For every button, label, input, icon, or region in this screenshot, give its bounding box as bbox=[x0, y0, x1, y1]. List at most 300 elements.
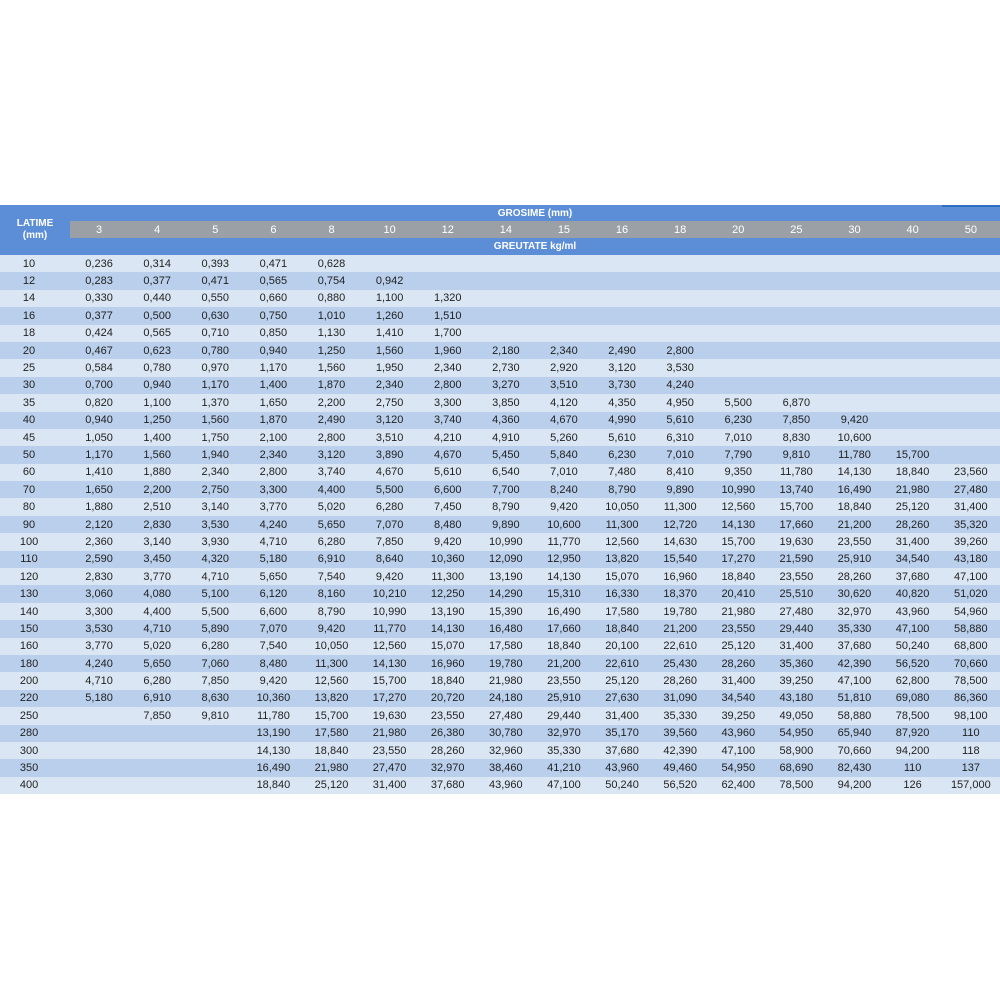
weight-cell: 11,300 bbox=[593, 516, 651, 533]
weight-cell bbox=[651, 290, 709, 307]
weight-cell: 34,540 bbox=[884, 551, 942, 568]
width-cell: 45 bbox=[0, 429, 70, 446]
weight-cell: 0,377 bbox=[70, 307, 128, 324]
weight-cell: 16,960 bbox=[651, 568, 709, 585]
weight-cell: 12,250 bbox=[419, 585, 477, 602]
weight-cell: 0,377 bbox=[128, 272, 186, 289]
weight-cell: 7,450 bbox=[419, 498, 477, 515]
table-row bbox=[0, 516, 1000, 533]
weight-cell: 15,700 bbox=[884, 446, 942, 463]
thickness-header-cell: 6 bbox=[244, 221, 302, 238]
weight-cell: 17,580 bbox=[477, 638, 535, 655]
weight-cell: 11,770 bbox=[361, 620, 419, 637]
weight-cell: 68,690 bbox=[767, 759, 825, 776]
width-cell: 18 bbox=[0, 325, 70, 342]
weight-cell bbox=[709, 307, 767, 324]
weight-cell: 6,280 bbox=[302, 533, 360, 550]
weight-cell: 2,800 bbox=[651, 342, 709, 359]
table-row bbox=[0, 585, 1000, 602]
weight-cell: 37,680 bbox=[884, 568, 942, 585]
weight-cell: 11,300 bbox=[419, 568, 477, 585]
weight-cell: 3,120 bbox=[302, 446, 360, 463]
weight-cell: 157,000 bbox=[942, 777, 1000, 794]
weight-cell: 2,100 bbox=[244, 429, 302, 446]
weight-cell: 0,467 bbox=[70, 342, 128, 359]
weight-cell bbox=[767, 377, 825, 394]
weight-cell: 35,360 bbox=[767, 655, 825, 672]
weight-cell: 23,550 bbox=[709, 620, 767, 637]
weight-cell: 37,680 bbox=[419, 777, 477, 794]
width-cell: 160 bbox=[0, 638, 70, 655]
weight-cell: 5,840 bbox=[535, 446, 593, 463]
weight-cell: 21,200 bbox=[535, 655, 593, 672]
width-cell: 70 bbox=[0, 481, 70, 498]
weight-cell: 54,950 bbox=[767, 725, 825, 742]
weight-cell: 87,920 bbox=[884, 725, 942, 742]
table-header bbox=[0, 205, 1000, 255]
weight-cell: 50,240 bbox=[593, 777, 651, 794]
weight-cell: 2,510 bbox=[128, 498, 186, 515]
weight-cell: 58,880 bbox=[825, 707, 883, 724]
weight-cell: 7,060 bbox=[186, 655, 244, 672]
weight-cell bbox=[884, 290, 942, 307]
weight-cell: 3,890 bbox=[361, 446, 419, 463]
weight-cell: 9,810 bbox=[186, 707, 244, 724]
weight-cell: 11,300 bbox=[302, 655, 360, 672]
weight-cell: 39,560 bbox=[651, 725, 709, 742]
weight-cell: 20,100 bbox=[593, 638, 651, 655]
weight-cell: 3,530 bbox=[70, 620, 128, 637]
weight-cell bbox=[942, 272, 1000, 289]
weight-cell: 3,270 bbox=[477, 377, 535, 394]
weight-cell bbox=[535, 290, 593, 307]
weight-cell: 4,710 bbox=[70, 672, 128, 689]
weight-cell: 49,050 bbox=[767, 707, 825, 724]
weight-cell: 9,420 bbox=[825, 412, 883, 429]
weight-cell: 32,960 bbox=[477, 742, 535, 759]
weight-cell: 19,780 bbox=[477, 655, 535, 672]
weight-cell: 4,240 bbox=[70, 655, 128, 672]
width-cell: 30 bbox=[0, 377, 70, 394]
weight-cell: 6,910 bbox=[302, 551, 360, 568]
weight-cell: 14,130 bbox=[709, 516, 767, 533]
weight-cell: 6,230 bbox=[709, 412, 767, 429]
weight-cell: 6,310 bbox=[651, 429, 709, 446]
weight-cell: 2,340 bbox=[535, 342, 593, 359]
weight-cell: 8,830 bbox=[767, 429, 825, 446]
table-row bbox=[0, 759, 1000, 776]
weight-cell: 28,260 bbox=[825, 568, 883, 585]
weight-cell: 17,660 bbox=[535, 620, 593, 637]
weight-cell: 19,630 bbox=[361, 707, 419, 724]
weight-cell: 47,100 bbox=[942, 568, 1000, 585]
weight-cell: 35,170 bbox=[593, 725, 651, 742]
weight-cell: 0,550 bbox=[186, 290, 244, 307]
weight-cell: 78,500 bbox=[942, 672, 1000, 689]
weight-cell: 0,393 bbox=[186, 255, 244, 272]
weight-cell: 2,830 bbox=[128, 516, 186, 533]
weight-cell: 1,560 bbox=[302, 359, 360, 376]
weight-cell: 9,420 bbox=[244, 672, 302, 689]
weight-cell: 18,840 bbox=[302, 742, 360, 759]
weight-cell: 11,780 bbox=[767, 464, 825, 481]
weight-cell: 5,890 bbox=[186, 620, 244, 637]
weight-cell: 10,360 bbox=[419, 551, 477, 568]
weight-cell bbox=[419, 272, 477, 289]
weight-cell: 0,750 bbox=[244, 307, 302, 324]
weight-cell: 7,850 bbox=[767, 412, 825, 429]
weight-cell: 4,120 bbox=[535, 394, 593, 411]
weight-cell bbox=[593, 272, 651, 289]
weight-cell: 0,565 bbox=[244, 272, 302, 289]
weight-cell bbox=[477, 272, 535, 289]
weight-cell: 1,400 bbox=[128, 429, 186, 446]
weight-cell: 13,740 bbox=[767, 481, 825, 498]
table-row bbox=[0, 412, 1000, 429]
table-row bbox=[0, 655, 1000, 672]
weight-cell bbox=[593, 307, 651, 324]
width-cell: 120 bbox=[0, 568, 70, 585]
width-cell: 400 bbox=[0, 777, 70, 794]
weight-cell bbox=[709, 325, 767, 342]
weight-table bbox=[0, 205, 1000, 794]
weight-cell bbox=[884, 325, 942, 342]
weight-cell: 30,620 bbox=[825, 585, 883, 602]
weight-cell: 27,480 bbox=[767, 603, 825, 620]
weight-cell: 37,680 bbox=[825, 638, 883, 655]
weight-cell: 9,890 bbox=[651, 481, 709, 498]
weight-cell: 1,170 bbox=[186, 377, 244, 394]
weight-cell bbox=[884, 342, 942, 359]
width-cell: 14 bbox=[0, 290, 70, 307]
weight-cell: 58,900 bbox=[767, 742, 825, 759]
thickness-header-cell: 4 bbox=[128, 221, 186, 238]
weight-cell: 1,940 bbox=[186, 446, 244, 463]
weight-cell: 0,940 bbox=[128, 377, 186, 394]
weight-cell: 2,200 bbox=[302, 394, 360, 411]
weight-cell: 1,750 bbox=[186, 429, 244, 446]
weight-cell: 21,200 bbox=[825, 516, 883, 533]
width-cell: 20 bbox=[0, 342, 70, 359]
weight-cell: 43,180 bbox=[942, 551, 1000, 568]
weight-cell bbox=[942, 342, 1000, 359]
width-cell: 280 bbox=[0, 725, 70, 742]
weight-cell: 8,630 bbox=[186, 690, 244, 707]
weight-cell: 15,310 bbox=[535, 585, 593, 602]
weight-cell bbox=[884, 394, 942, 411]
width-column-header bbox=[0, 205, 70, 255]
weight-cell: 6,600 bbox=[419, 481, 477, 498]
weight-cell bbox=[70, 777, 128, 794]
weight-cell: 25,120 bbox=[884, 498, 942, 515]
weight-cell: 12,090 bbox=[477, 551, 535, 568]
weight-cell: 0,471 bbox=[186, 272, 244, 289]
weight-cell: 1,960 bbox=[419, 342, 477, 359]
weight-cell: 2,490 bbox=[302, 412, 360, 429]
weight-cell bbox=[128, 759, 186, 776]
weight-cell: 0,660 bbox=[244, 290, 302, 307]
weight-cell: 10,210 bbox=[361, 585, 419, 602]
weight-cell: 1,650 bbox=[244, 394, 302, 411]
weight-cell bbox=[767, 255, 825, 272]
weight-cell: 7,700 bbox=[477, 481, 535, 498]
weight-cell: 38,460 bbox=[477, 759, 535, 776]
weight-cell: 43,960 bbox=[477, 777, 535, 794]
weight-cell: 137 bbox=[942, 759, 1000, 776]
weight-cell: 1,260 bbox=[361, 307, 419, 324]
weight-cell: 1,320 bbox=[419, 290, 477, 307]
weight-cell: 7,850 bbox=[186, 672, 244, 689]
weight-cell: 23,560 bbox=[942, 464, 1000, 481]
weight-cell: 0,500 bbox=[128, 307, 186, 324]
weight-cell: 6,600 bbox=[244, 603, 302, 620]
weight-cell: 7,850 bbox=[361, 533, 419, 550]
weight-cell bbox=[70, 759, 128, 776]
weight-cell: 43,960 bbox=[884, 603, 942, 620]
weight-cell: 14,130 bbox=[244, 742, 302, 759]
weight-cell: 1,050 bbox=[70, 429, 128, 446]
weight-cell: 15,070 bbox=[419, 638, 477, 655]
weight-cell: 16,330 bbox=[593, 585, 651, 602]
weight-cell: 5,100 bbox=[186, 585, 244, 602]
weight-cell: 6,280 bbox=[128, 672, 186, 689]
weight-cell: 11,770 bbox=[535, 533, 593, 550]
weight-cell bbox=[593, 290, 651, 307]
weight-cell bbox=[128, 777, 186, 794]
weight-cell: 98,100 bbox=[942, 707, 1000, 724]
weight-cell: 23,550 bbox=[361, 742, 419, 759]
weight-cell bbox=[825, 394, 883, 411]
width-cell: 40 bbox=[0, 412, 70, 429]
thickness-header-cell: 40 bbox=[884, 221, 942, 238]
weight-cell: 41,210 bbox=[535, 759, 593, 776]
weight-cell: 13,820 bbox=[593, 551, 651, 568]
weight-cell: 110 bbox=[942, 725, 1000, 742]
weight-cell: 1,700 bbox=[419, 325, 477, 342]
weight-cell bbox=[884, 255, 942, 272]
weight-cell: 30,780 bbox=[477, 725, 535, 742]
table-row bbox=[0, 742, 1000, 759]
width-cell: 220 bbox=[0, 690, 70, 707]
table-row bbox=[0, 672, 1000, 689]
weight-cell: 7,010 bbox=[709, 429, 767, 446]
weight-cell: 4,910 bbox=[477, 429, 535, 446]
weight-cell: 0,754 bbox=[302, 272, 360, 289]
weight-cell bbox=[884, 272, 942, 289]
weight-cell: 5,610 bbox=[651, 412, 709, 429]
weight-cell: 15,700 bbox=[709, 533, 767, 550]
width-label-line1: LATIME bbox=[16, 218, 54, 229]
weight-cell: 3,300 bbox=[244, 481, 302, 498]
thickness-header-cell: 50 bbox=[942, 221, 1000, 238]
thickness-header-cell: 30 bbox=[825, 221, 883, 238]
table-row bbox=[0, 325, 1000, 342]
weight-cell bbox=[186, 777, 244, 794]
weight-cell: 68,800 bbox=[942, 638, 1000, 655]
weight-cell: 2,360 bbox=[70, 533, 128, 550]
weight-cell: 7,010 bbox=[651, 446, 709, 463]
weight-cell: 1,170 bbox=[70, 446, 128, 463]
weight-cell: 5,650 bbox=[302, 516, 360, 533]
weight-cell: 56,520 bbox=[651, 777, 709, 794]
width-cell: 25 bbox=[0, 359, 70, 376]
weight-cell: 8,790 bbox=[593, 481, 651, 498]
weight-cell: 7,790 bbox=[709, 446, 767, 463]
weight-cell bbox=[709, 377, 767, 394]
weight-cell: 18,840 bbox=[709, 568, 767, 585]
weight-cell: 51,810 bbox=[825, 690, 883, 707]
weight-cell bbox=[942, 290, 1000, 307]
weight-cell: 7,540 bbox=[244, 638, 302, 655]
weight-cell: 9,420 bbox=[419, 533, 477, 550]
table-row bbox=[0, 446, 1000, 463]
weight-cell bbox=[419, 255, 477, 272]
weight-cell: 35,330 bbox=[651, 707, 709, 724]
weight-cell bbox=[70, 742, 128, 759]
weight-cell bbox=[128, 725, 186, 742]
table-row bbox=[0, 255, 1000, 272]
thickness-header-cell: 10 bbox=[361, 221, 419, 238]
weight-cell: 3,930 bbox=[186, 533, 244, 550]
weight-cell: 3,510 bbox=[361, 429, 419, 446]
weight-cell bbox=[884, 359, 942, 376]
weight-cell bbox=[942, 429, 1000, 446]
table-row bbox=[0, 620, 1000, 637]
weight-cell: 4,670 bbox=[419, 446, 477, 463]
weight-cell: 8,480 bbox=[419, 516, 477, 533]
weight-cell: 54,950 bbox=[709, 759, 767, 776]
weight-cell: 1,870 bbox=[302, 377, 360, 394]
weight-cell: 2,750 bbox=[186, 481, 244, 498]
weight-cell bbox=[709, 272, 767, 289]
weight-cell: 21,980 bbox=[477, 672, 535, 689]
weight-cell: 4,360 bbox=[477, 412, 535, 429]
weight-cell: 37,680 bbox=[593, 742, 651, 759]
weight-cell: 1,650 bbox=[70, 481, 128, 498]
weight-cell: 31,400 bbox=[767, 638, 825, 655]
weight-cell bbox=[709, 359, 767, 376]
weight-cell: 0,880 bbox=[302, 290, 360, 307]
weight-cell: 16,960 bbox=[419, 655, 477, 672]
weight-cell bbox=[128, 742, 186, 759]
thickness-header-cell: 8 bbox=[302, 221, 360, 238]
weight-cell: 3,530 bbox=[186, 516, 244, 533]
weight-cell: 15,390 bbox=[477, 603, 535, 620]
weight-cell: 0,565 bbox=[128, 325, 186, 342]
weight-cell: 29,440 bbox=[535, 707, 593, 724]
weight-cell: 4,950 bbox=[651, 394, 709, 411]
weight-cell bbox=[593, 255, 651, 272]
weight-cell: 24,180 bbox=[477, 690, 535, 707]
weight-cell bbox=[477, 307, 535, 324]
weight-cell: 0,584 bbox=[70, 359, 128, 376]
weight-cell: 35,330 bbox=[535, 742, 593, 759]
weight-cell: 31,400 bbox=[593, 707, 651, 724]
weight-cell: 5,650 bbox=[244, 568, 302, 585]
weight-cell: 1,410 bbox=[361, 325, 419, 342]
weight-cell: 12,560 bbox=[593, 533, 651, 550]
weight-cell: 5,020 bbox=[302, 498, 360, 515]
weight-cell bbox=[884, 377, 942, 394]
weight-cell: 2,490 bbox=[593, 342, 651, 359]
weight-cell: 10,050 bbox=[302, 638, 360, 655]
width-cell: 110 bbox=[0, 551, 70, 568]
thickness-title: GROSIME (mm) bbox=[70, 205, 1000, 221]
weight-cell: 27,470 bbox=[361, 759, 419, 776]
weight-cell: 43,960 bbox=[593, 759, 651, 776]
weight-cell: 8,410 bbox=[651, 464, 709, 481]
weight-cell: 0,424 bbox=[70, 325, 128, 342]
table-row bbox=[0, 377, 1000, 394]
weight-cell: 0,970 bbox=[186, 359, 244, 376]
weight-cell: 5,180 bbox=[70, 690, 128, 707]
weight-cell: 17,270 bbox=[709, 551, 767, 568]
width-cell: 12 bbox=[0, 272, 70, 289]
width-cell: 140 bbox=[0, 603, 70, 620]
weight-cell: 28,260 bbox=[651, 672, 709, 689]
width-cell: 200 bbox=[0, 672, 70, 689]
width-cell: 35 bbox=[0, 394, 70, 411]
weight-cell: 21,980 bbox=[884, 481, 942, 498]
weight-cell bbox=[825, 290, 883, 307]
weight-cell: 13,820 bbox=[302, 690, 360, 707]
weight-title: GREUTATE kg/ml bbox=[70, 238, 1000, 255]
weight-cell: 1,250 bbox=[128, 412, 186, 429]
weight-cell: 47,100 bbox=[709, 742, 767, 759]
weight-cell: 0,623 bbox=[128, 342, 186, 359]
weight-cell: 14,290 bbox=[477, 585, 535, 602]
weight-cell: 10,990 bbox=[361, 603, 419, 620]
header-accent-line bbox=[942, 205, 1000, 207]
table-row bbox=[0, 481, 1000, 498]
weight-cell: 82,430 bbox=[825, 759, 883, 776]
weight-cell: 0,942 bbox=[361, 272, 419, 289]
weight-cell: 3,770 bbox=[70, 638, 128, 655]
weight-cell: 32,970 bbox=[535, 725, 593, 742]
weight-cell bbox=[535, 307, 593, 324]
weight-cell: 1,100 bbox=[361, 290, 419, 307]
weight-cell: 31,400 bbox=[709, 672, 767, 689]
weight-cell: 2,340 bbox=[419, 359, 477, 376]
width-cell: 16 bbox=[0, 307, 70, 324]
weight-cell: 18,370 bbox=[651, 585, 709, 602]
weight-cell: 49,460 bbox=[651, 759, 709, 776]
weight-cell: 31,400 bbox=[942, 498, 1000, 515]
weight-cell bbox=[709, 290, 767, 307]
weight-cell: 14,130 bbox=[825, 464, 883, 481]
weight-cell: 28,260 bbox=[709, 655, 767, 672]
width-cell: 130 bbox=[0, 585, 70, 602]
weight-cell: 5,610 bbox=[593, 429, 651, 446]
width-cell: 50 bbox=[0, 446, 70, 463]
weight-cell: 22,610 bbox=[593, 655, 651, 672]
weight-cell: 4,710 bbox=[128, 620, 186, 637]
weight-cell bbox=[942, 307, 1000, 324]
weight-cell: 39,250 bbox=[767, 672, 825, 689]
weight-cell: 8,160 bbox=[302, 585, 360, 602]
weight-cell: 17,660 bbox=[767, 516, 825, 533]
weight-cell: 19,630 bbox=[767, 533, 825, 550]
weight-cell: 3,740 bbox=[419, 412, 477, 429]
weight-cell bbox=[186, 742, 244, 759]
weight-cell: 15,700 bbox=[361, 672, 419, 689]
weight-cell bbox=[942, 255, 1000, 272]
weight-cell bbox=[535, 325, 593, 342]
weight-cell: 28,260 bbox=[419, 742, 477, 759]
width-cell: 10 bbox=[0, 255, 70, 272]
weight-cell: 22,610 bbox=[651, 638, 709, 655]
weight-cell: 15,540 bbox=[651, 551, 709, 568]
